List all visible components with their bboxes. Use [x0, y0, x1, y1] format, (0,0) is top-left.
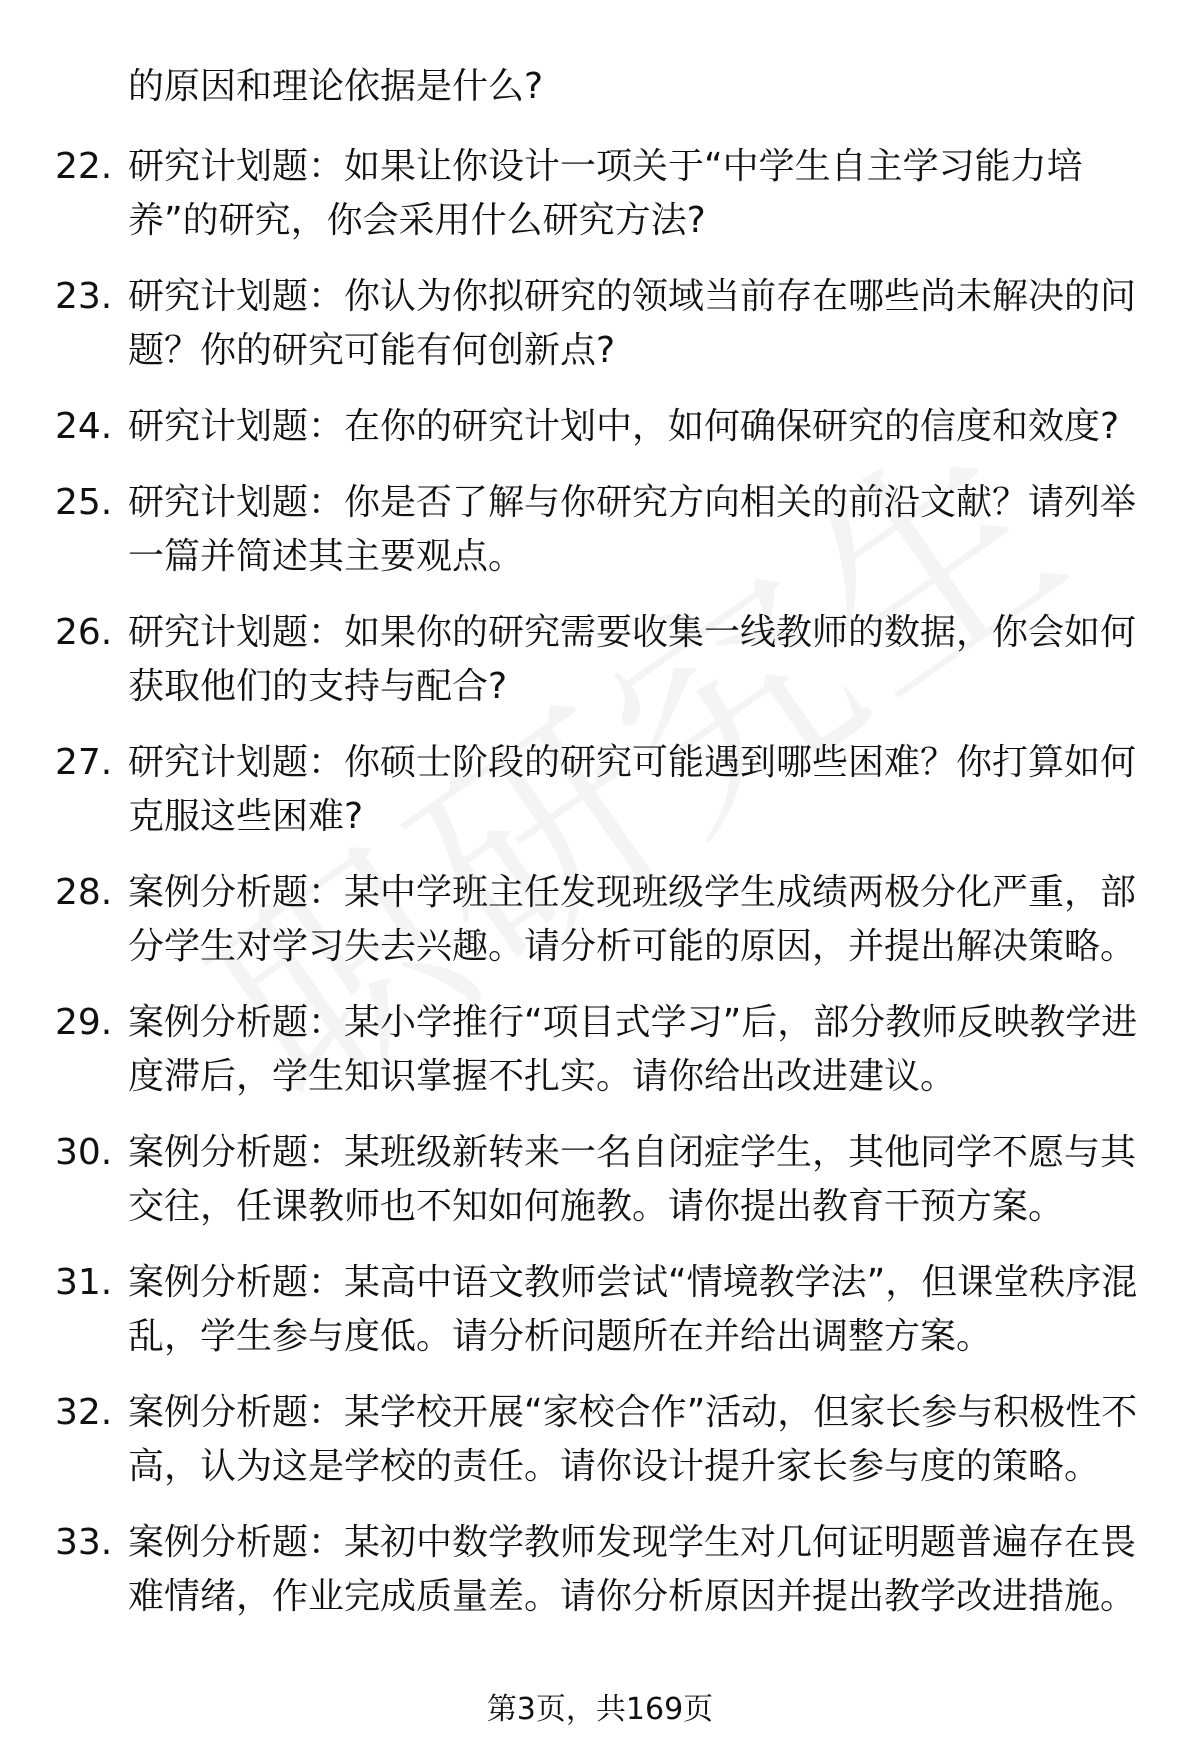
question-text: 研究计划题：如果让你设计一项关于“中学生自主学习能力培养”的研究，你会采用什么研究方法?: [128, 146, 1083, 241]
question-number: 26.: [55, 612, 113, 653]
question-item-28: [0, 866, 1200, 974]
question-text: 案例分析题：某班级新转来一名自闭症学生，其他同学不愿与其交往，任课教师也不知如何施教。请你提出教育干预方案。: [128, 1132, 1137, 1227]
continued-question-text: 的原因和理论依据是什么?: [128, 66, 544, 107]
question-number: 27.: [55, 742, 113, 783]
question-number: 29.: [55, 1002, 113, 1043]
question-number: 22.: [55, 146, 113, 187]
question-item-33: [0, 1516, 1200, 1624]
question-list: [0, 140, 1200, 1646]
question-item-29: [0, 996, 1200, 1104]
page-number-footer: 第3页，共169页: [486, 1692, 714, 1727]
question-item-32: [0, 1386, 1200, 1494]
question-item-23: [0, 270, 1200, 378]
question-item-27: [0, 736, 1200, 844]
question-number: 28.: [55, 872, 113, 913]
question-text: 案例分析题：某中学班主任发现班级学生成绩两极分化严重，部分学生对学习失去兴趣。请分析可能的原因，并提出解决策略。: [128, 872, 1137, 967]
question-text: 研究计划题：你是否了解与你研究方向相关的前沿文献？请列举一篇并简述其主要观点。: [128, 482, 1137, 577]
question-text: 案例分析题：某小学推行“项目式学习”后，部分教师反映教学进度滞后，学生知识掌握不扎实。请你给出改进建议。: [128, 1002, 1138, 1097]
question-number: 30.: [55, 1132, 113, 1173]
question-text: 案例分析题：某学校开展“家校合作”活动，但家长参与积极性不高，认为这是学校的责任。请你设计提升家长参与度的策略。: [128, 1392, 1138, 1487]
question-text: 案例分析题：某初中数学教师发现学生对几何证明题普遍存在畏难情绪，作业完成质量差。请你分析原因并提出教学改进措施。: [128, 1522, 1137, 1617]
question-number: 23.: [55, 276, 113, 317]
question-item-30: [0, 1126, 1200, 1234]
question-item-22: [0, 140, 1200, 248]
question-number: 25.: [55, 482, 113, 523]
question-item-24: [0, 400, 1200, 454]
question-number: 33.: [55, 1522, 113, 1563]
question-text: 研究计划题：你认为你拟研究的领域当前存在哪些尚未解决的问题？你的研究可能有何创新点?: [128, 276, 1137, 371]
question-number: 24.: [55, 406, 113, 447]
question-item-26: [0, 606, 1200, 714]
question-text: 研究计划题：在你的研究计划中，如何确保研究的信度和效度?: [128, 406, 1120, 447]
question-number: 32.: [55, 1392, 113, 1433]
question-item-31: [0, 1256, 1200, 1364]
question-item-25: [0, 476, 1200, 584]
question-text: 研究计划题：你硕士阶段的研究可能遇到哪些困难？你打算如何克服这些困难?: [128, 742, 1137, 837]
question-text: 研究计划题：如果你的研究需要收集一线教师的数据，你会如何获取他们的支持与配合?: [128, 612, 1137, 707]
question-number: 31.: [55, 1262, 113, 1303]
question-text: 案例分析题：某高中语文教师尝试“情境教学法”，但课堂秩序混乱，学生参与度低。请分析问题所在并给出调整方案。: [128, 1262, 1138, 1357]
